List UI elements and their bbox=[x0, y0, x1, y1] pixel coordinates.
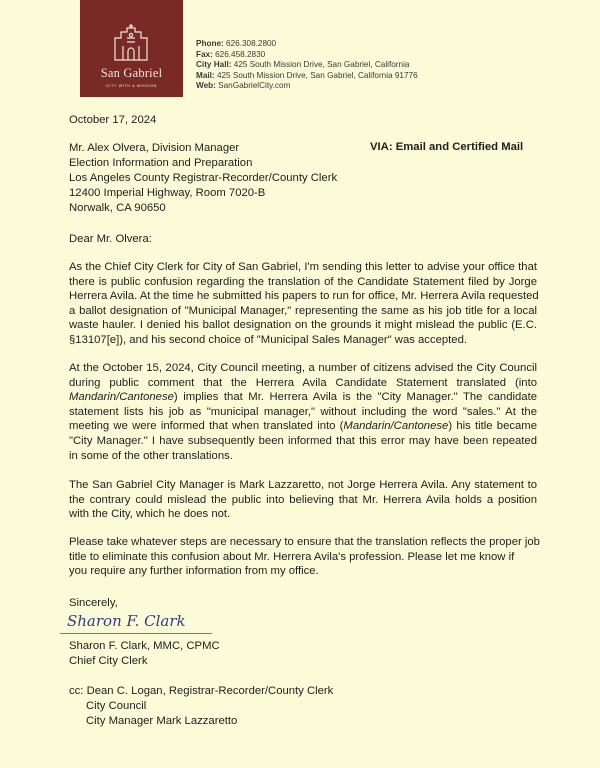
paragraph-line: during public comment that the Herrera Avila Candidate Statement translated (into bbox=[69, 376, 537, 389]
closing: Sincerely, bbox=[69, 597, 118, 609]
paragraph-line: As the Chief City Clerk for City of San Gabriel, I'm sending this letter to advise your office that bbox=[69, 261, 537, 273]
paragraph-line: Please take whatever steps are necessary to ensure that the translation reflects the proper job bbox=[69, 536, 540, 548]
paragraph-1 bbox=[69, 260, 537, 348]
paragraph-line: the contrary could mislead the public into believing that Mr. Herrera Avila holds a position bbox=[69, 493, 537, 506]
city-hall-line: City Hall: 425 South Mission Drive, San Gabriel, California bbox=[196, 60, 410, 70]
signature-line bbox=[60, 633, 212, 634]
letterhead-contact bbox=[196, 39, 418, 92]
city-hall-value: 425 South Mission Drive, San Gabriel, California bbox=[233, 60, 410, 70]
letter-date: October 17, 2024 bbox=[69, 114, 157, 126]
paragraph-line: §13107[e]), and his second choice of "Municipal Sales Manager" was accepted. bbox=[69, 333, 468, 346]
web-line: Web: SanGabrielCity.com bbox=[196, 81, 291, 91]
paragraph-line: At the October 15, 2024, City Council meeting, a number of citizens advised the City Council bbox=[69, 362, 537, 374]
language-italic: Mandarin/Cantonese bbox=[343, 420, 449, 433]
recipient-line-3: Los Angeles County Registrar-Recorder/County Clerk bbox=[69, 172, 338, 184]
salutation: Dear Mr. Olvera: bbox=[69, 233, 152, 245]
city-tagline: CITY WITH A MISSION bbox=[106, 84, 157, 88]
paragraph-line: with the City, which he does not. bbox=[69, 508, 231, 521]
phone-line: Phone: 626.308.2800 bbox=[196, 39, 277, 48]
cc-line-3: City Manager Mark Lazzaretto bbox=[86, 715, 238, 727]
paragraph-line: "City Manager." I have subsequently been informed that this error may have been repeated bbox=[69, 434, 537, 447]
signature: Sharon F. Clark bbox=[67, 612, 186, 630]
recipient-line-1: Mr. Alex Olvera, Division Manager bbox=[69, 142, 240, 154]
paragraph-line: statement lists his job as "municipal manager," without including the word "sales." At the bbox=[69, 405, 537, 418]
recipient-line-4: 12400 Imperial Highway, Room 7020-B bbox=[69, 187, 266, 199]
city-logo bbox=[80, 0, 183, 97]
recipient-line-5: Norwalk, CA 90650 bbox=[69, 202, 166, 214]
paragraph-line: a ballot designation of "Municipal Manager," representing the same as his job title for a local bbox=[69, 304, 537, 317]
paragraph-2 bbox=[69, 361, 537, 463]
web-value: SanGabrielCity.com bbox=[218, 81, 291, 91]
mail-line: Mail: 425 South Mission Drive, San Gabriel, California 91776 bbox=[196, 70, 418, 80]
delivery-method: VIA: Email and Certified Mail bbox=[370, 141, 524, 153]
fax-value: 626.458.2830 bbox=[215, 49, 266, 59]
paragraph-line: Mandarin/Cantonese) implies that Mr. Herrera Avila is the "City Manager." The candidate bbox=[69, 391, 537, 404]
recipient-line-2: Election Information and Preparation bbox=[69, 157, 253, 169]
paragraph-line: waste hauler. I denied his ballot designation on the grounds it might mislead the public (E.C. bbox=[69, 319, 537, 332]
paragraph-3 bbox=[69, 478, 537, 522]
language-italic: Mandarin/Cantonese bbox=[69, 391, 174, 404]
fax-line: Fax: 626.458.2830 bbox=[196, 49, 266, 59]
cc-line-2: City Council bbox=[86, 700, 147, 712]
paragraph-line: in some of the other translations. bbox=[69, 449, 233, 462]
paragraph-4 bbox=[69, 535, 540, 579]
signer-title: Chief City Clerk bbox=[69, 655, 148, 667]
paragraph-line: The San Gabriel City Manager is Mark Lazzaretto, not Jorge Herrera Avila. Any statement to bbox=[69, 479, 537, 491]
mail-value: 425 South Mission Drive, San Gabriel, California 91776 bbox=[216, 70, 418, 80]
signer-name: Sharon F. Clark, MMC, CPMC bbox=[69, 640, 220, 652]
paragraph-line: you require any further information from my office. bbox=[69, 565, 319, 578]
cc-line-1: cc: Dean C. Logan, Registrar-Recorder/County Clerk bbox=[69, 685, 334, 697]
paragraph-line: there is public confusion regarding the translation of the Candidate Statement filed by Jorge bbox=[69, 275, 537, 288]
paragraph-line: meeting we were informed that when translated into (Mandarin/Cantonese) his title became bbox=[69, 420, 537, 433]
city-name: San Gabriel bbox=[100, 66, 163, 80]
phone-value: 626.308.2800 bbox=[226, 39, 277, 48]
mission-building-icon bbox=[111, 24, 151, 62]
paragraph-line: Herrera Avila. At the time he submitted his papers to run for office, Mr. Herrera Avila requested bbox=[69, 290, 539, 303]
paragraph-line: title to eliminate this confusion about Mr. Herrera Avila's profession. Please let me know if bbox=[69, 550, 515, 563]
